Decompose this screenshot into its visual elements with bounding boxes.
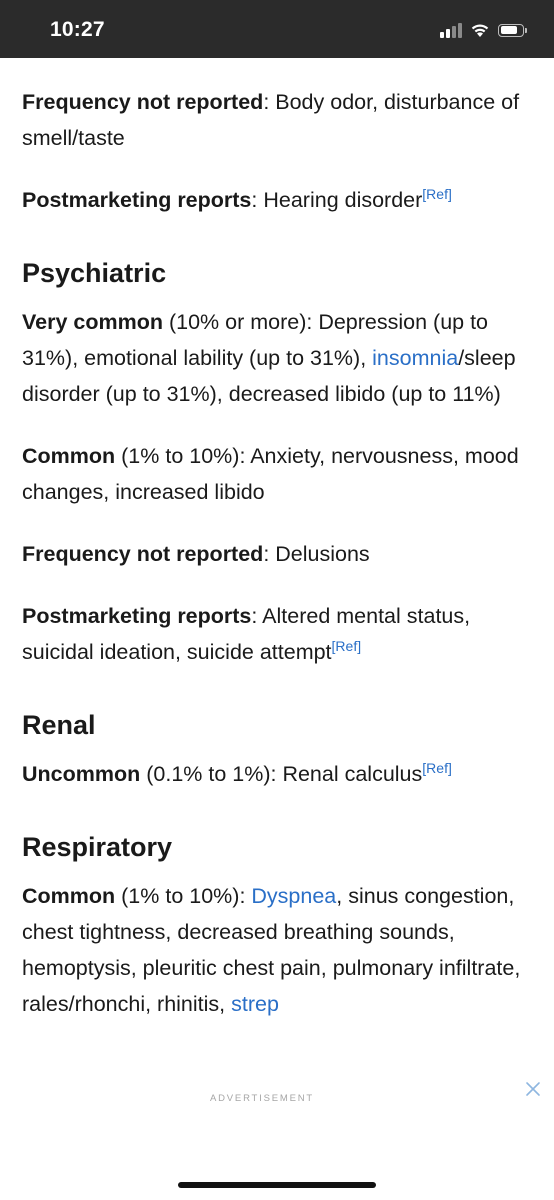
wifi-icon [470, 22, 490, 38]
entry-respiratory-common [22, 878, 537, 1022]
home-indicator[interactable] [178, 1182, 376, 1188]
insomnia-link[interactable]: insomnia [372, 346, 459, 370]
entry-general-frequency-not-reported [22, 84, 537, 156]
entry-text: (10% or more): Depression (up to 31%), emotional lability (up to 31%), [22, 310, 489, 370]
ref-link[interactable]: [Ref] [331, 637, 362, 654]
ref-link[interactable]: [Ref] [422, 185, 452, 202]
article-content [22, 84, 537, 1022]
entry-text: : Delusions [263, 542, 370, 566]
entry-label: Common [22, 884, 116, 908]
entry-text: : Altered mental status, suicidal ideation, suicide attempt [22, 604, 471, 664]
entry-label: Postmarketing reports [22, 188, 252, 212]
ref-link[interactable]: [Ref] [422, 759, 452, 776]
entry-psychiatric-postmarketing [22, 598, 537, 670]
entry-text: , sinus congestion, chest tightness, decreased breathing sounds, hemoptysis, pleuritic chest pain, pulmonary infiltrate, rales/rhonchi, rhinitis, [22, 884, 521, 1016]
strep-link[interactable]: strep [231, 992, 279, 1016]
entry-renal-uncommon [22, 756, 537, 792]
section-title-respiratory: Respiratory [22, 832, 173, 862]
status-time: 10:27 [50, 18, 105, 41]
entry-psychiatric-frequency-not-reported [22, 536, 537, 572]
entry-text: /sleep disorder (up to 31%), decreased libido (up to 11%) [22, 346, 516, 406]
entry-label: Common [22, 444, 116, 468]
dyspnea-link[interactable]: Dyspnea [251, 884, 337, 908]
cellular-signal-icon [440, 22, 462, 38]
advertisement-label: ADVERTISEMENT [210, 1093, 314, 1104]
battery-icon [498, 24, 524, 37]
entry-text: : Body odor, disturbance of smell/taste [22, 90, 520, 150]
section-title-psychiatric: Psychiatric [22, 258, 167, 288]
entry-text: : Hearing disorder [251, 188, 423, 212]
entry-label: Frequency not reported [22, 542, 264, 566]
entry-text: (1% to 10%): [115, 884, 252, 908]
entry-label: Very common [22, 310, 163, 334]
entry-text: (1% to 10%): Anxiety, nervousness, mood changes, increased libido [22, 444, 519, 504]
entry-label: Postmarketing reports [22, 604, 252, 628]
entry-label: Frequency not reported [22, 90, 264, 114]
entry-psychiatric-very-common [22, 304, 537, 412]
entry-general-postmarketing [22, 182, 537, 218]
status-bar [0, 0, 554, 58]
entry-text: (0.1% to 1%): Renal calculus [140, 762, 423, 786]
status-icons [440, 20, 524, 40]
close-icon[interactable] [523, 1079, 543, 1099]
entry-psychiatric-common [22, 438, 537, 510]
section-title-renal: Renal [22, 710, 96, 740]
entry-label: Uncommon [22, 762, 141, 786]
